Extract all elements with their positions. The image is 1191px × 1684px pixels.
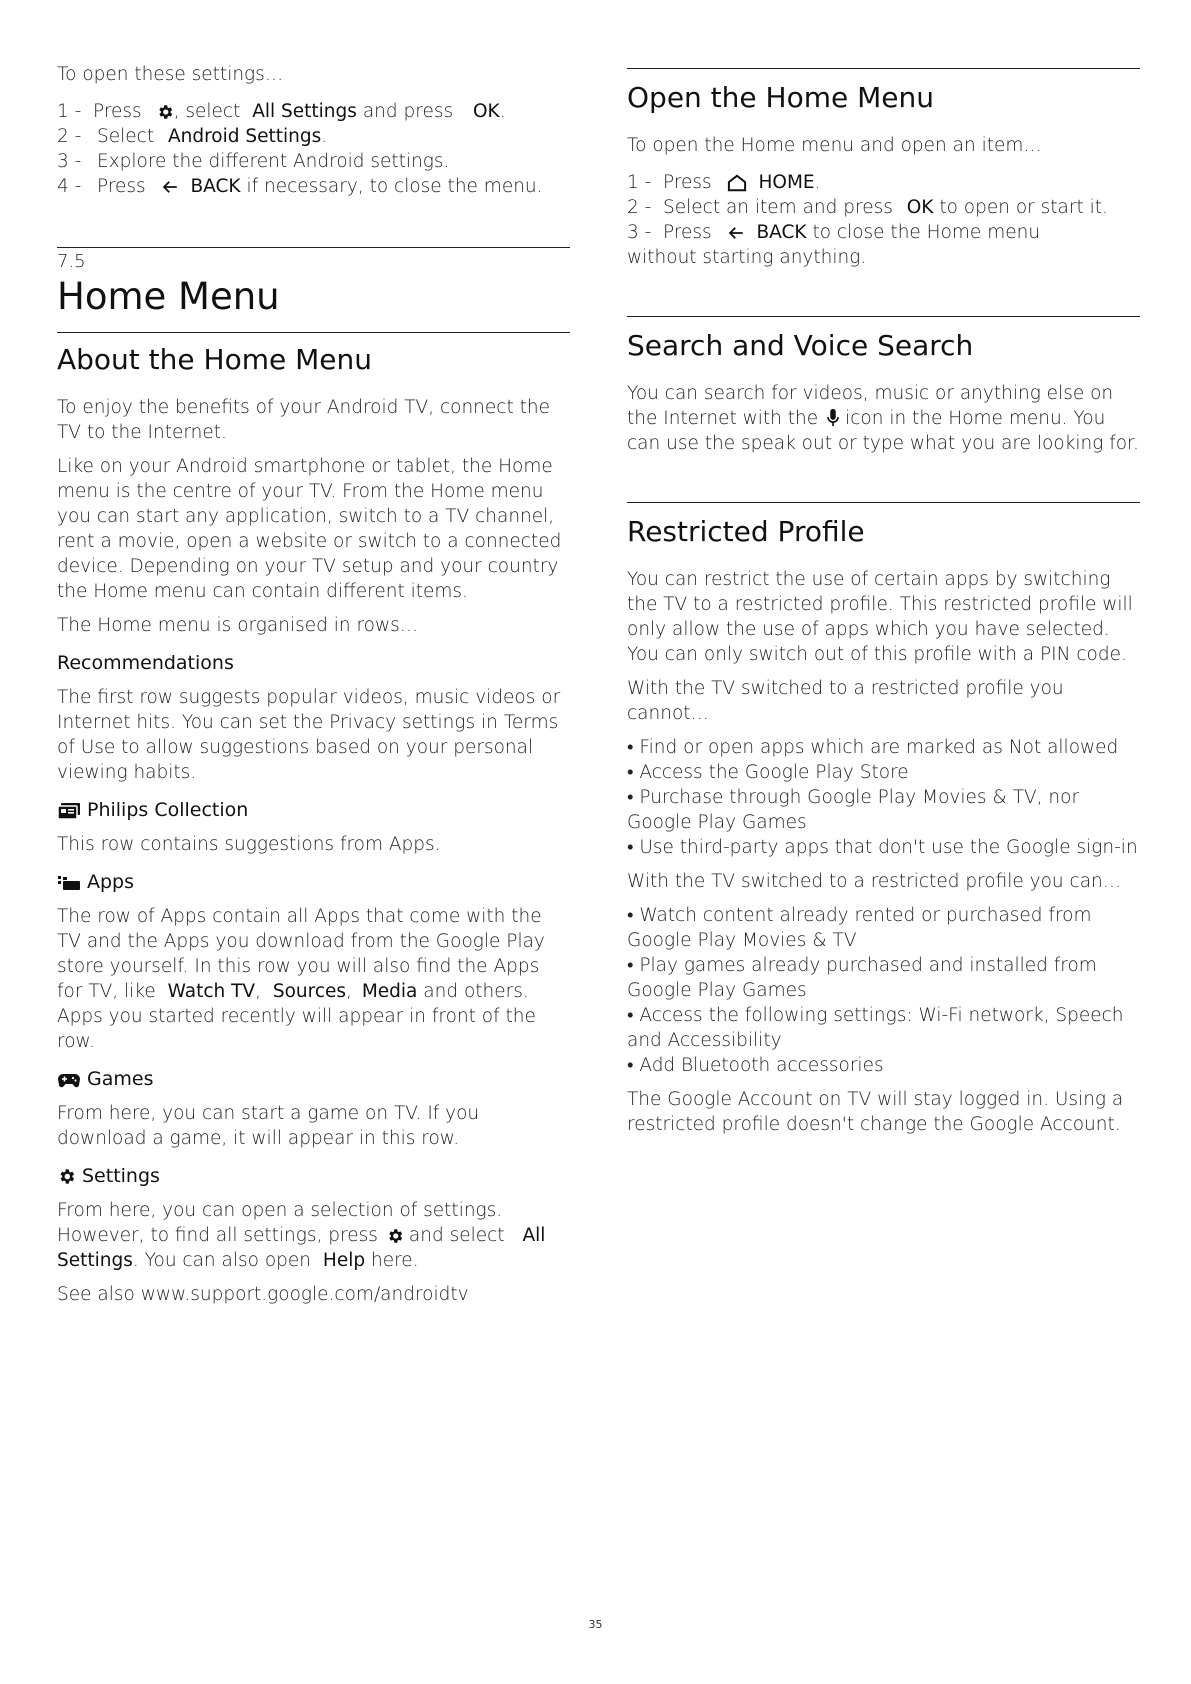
about-title: About the Home Menu — [57, 343, 372, 376]
open-home-steps — [627, 170, 1140, 270]
section-rule — [627, 316, 1140, 317]
settings-text: From here, you can open a selection of settings. However, to find all settings, press and select All Settings. You can also open Help here. — [57, 1200, 546, 1271]
settings-heading: Settings — [57, 1164, 570, 1189]
apps-heading: Apps — [57, 870, 570, 895]
philips-collection-icon — [57, 802, 81, 820]
step-4: 4 - Press BACK if necessary, to close the menu. — [57, 176, 543, 197]
restricted-paragraph-3: With the TV switched to a restricted profile you can… — [627, 871, 1122, 892]
chapter-rule — [57, 247, 570, 248]
gamepad-icon — [57, 1071, 81, 1089]
list-item: • Use third-party apps that don't use the Google sign-in — [627, 837, 1138, 858]
open-step-3: 3 - Press BACK to close the Home menu — [627, 222, 1041, 243]
restricted-paragraph-2: With the TV switched to a restricted profile you cannot… — [627, 678, 1064, 724]
search-text: You can search for videos, music or anything else on the Internet with the icon in the Home menu. You can use the speak out or type what you are looking for. — [627, 383, 1139, 454]
settings-intro: To open these settings… — [57, 64, 284, 85]
open-step-2: 2 - Select an item and press OK to open or start it. — [627, 197, 1108, 218]
recommendations-heading: Recommendations — [57, 652, 234, 674]
about-paragraph-2: Like on your Android smartphone or tablet, the Home menu is the centre of your TV. From the Home menu you can start any application, switch to a TV channel, rent a movie, open a website or switch to a connected device. Depending on your TV setup and your country the Home menu can contain different items. — [57, 456, 562, 602]
cannot-list — [627, 735, 1140, 860]
restricted-paragraph-4: The Google Account on TV will stay logged in. Using a restricted profile doesn't change the Google Account. — [627, 1089, 1124, 1135]
home-icon — [726, 174, 748, 192]
search-title: Search and Voice Search — [627, 329, 974, 362]
chapter-number: 7.5 — [57, 251, 86, 272]
apps-icon — [57, 874, 81, 892]
step-1: 1 - Press , select All Settings and press OK. — [57, 101, 506, 122]
gear-icon — [156, 103, 174, 121]
see-also: See also www.support.google.com/androidtv — [57, 1284, 469, 1305]
left-column — [57, 62, 570, 1307]
back-arrow-icon — [160, 178, 180, 196]
list-item: • Access the Google Play Store — [627, 762, 909, 783]
philips-collection-text: This row contains suggestions from Apps. — [57, 834, 441, 855]
list-item: • Watch content already rented or purchased from Google Play Movies & TV — [627, 905, 1092, 951]
games-text: From here, you can start a game on TV. If you download a game, it will appear in this row. — [57, 1103, 480, 1149]
open-home-menu-intro: To open the Home menu and open an item… — [627, 135, 1042, 156]
list-item: • Add Bluetooth accessories — [627, 1055, 884, 1076]
list-item: • Access the following settings: Wi-Fi network, Speech and Accessibility — [627, 1005, 1124, 1051]
microphone-icon — [826, 408, 840, 428]
recommendations-text: The first row suggests popular videos, music videos or Internet hits. You can set the Privacy settings in Terms of Use to allow suggestions based on your personal viewing habits. — [57, 687, 561, 783]
about-paragraph-3: The Home menu is organised in rows… — [57, 615, 419, 636]
restricted-paragraph-1: You can restrict the use of certain apps by switching the TV to a restricted profile. This restricted profile will only allow the use of apps which you have selected. You can only switch out of this profile with a PIN code. — [627, 569, 1133, 665]
list-item: • Play games already purchased and installed from Google Play Games — [627, 955, 1097, 1001]
step-3: 3 - Explore the different Android settings. — [57, 151, 450, 172]
section-rule — [57, 332, 570, 333]
open-step-3-continuation: without starting anything. — [627, 247, 867, 268]
restricted-profile-title: Restricted Profile — [627, 515, 865, 548]
right-column — [627, 62, 1140, 1137]
about-paragraph-1: To enjoy the benefits of your Android TV, connect the TV to the Internet. — [57, 397, 550, 443]
list-item: • Find or open apps which are marked as Not allowed — [627, 737, 1119, 758]
games-heading: Games — [57, 1067, 570, 1092]
section-rule — [627, 502, 1140, 503]
can-list — [627, 903, 1140, 1078]
list-item: • Purchase through Google Play Movies & TV, nor Google Play Games — [627, 787, 1080, 833]
open-home-menu-title: Open the Home Menu — [627, 81, 935, 114]
open-step-1: 1 - Press HOME. — [627, 172, 821, 193]
settings-steps — [57, 99, 570, 199]
back-arrow-icon — [726, 224, 746, 242]
section-rule — [627, 68, 1140, 69]
apps-text: The row of Apps contain all Apps that come with the TV and the Apps you download from the Google Play store yourself. In this row you will also find the Apps for TV, like Watch TV, Sources, Media and others. Apps you started recently will appear in front of the row. — [57, 906, 545, 1052]
page-number: 35 — [588, 1618, 603, 1631]
step-2: 2 - Select Android Settings. — [57, 126, 328, 147]
philips-collection-heading: Philips Collection — [57, 798, 570, 823]
chapter-title: Home Menu — [57, 275, 280, 318]
gear-icon — [57, 1167, 76, 1186]
gear-icon — [386, 1227, 404, 1245]
